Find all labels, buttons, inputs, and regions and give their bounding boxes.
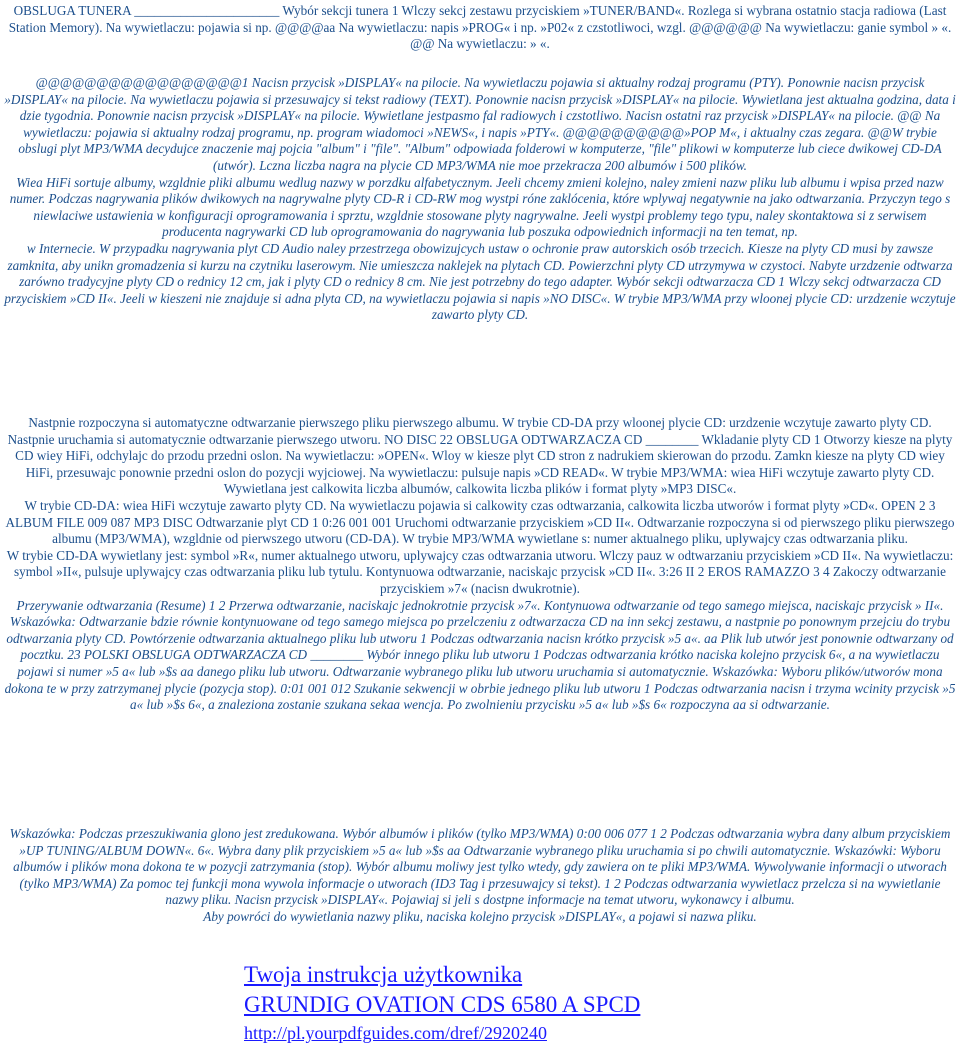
paragraph: Nastpnie rozpoczyna si automatyczne odtwarzanie pierwszego pliku pierwszego albumu. W trybie CD-DA przy wloonej plycie CD: urzdzenie wczytuje zawarto plyty CD. Nastpnie uruchamia si automatycznie odtwarzanie pierwszego utworu. NO DISC 22 OBSLUGA ODTWARZACZA CD ________ Wkladanie plyty CD 1 Otworzy kiesze na plyty CD wiey HiFi, odchylajc do przodu przedni oslon. Na wywietlaczu: »OPEN«. Wloy w kiesze plyt CD stron z nadrukiem skierowan do przodu. Zamkn kiesze na plyty CD wiey HiFi, przesuwajc ponownie przedni oslon do pozycji wyjciowej. Na wywietlaczu: pulsuje napis »CD READ«. W trybie MP3/WMA: wiea HiFi wczytuje zawarto plyty CD. Wywietlana jest calkowita liczba albumów, calkowita liczba plików i format plyty »MP3 DISC«. <box>7 415 953 497</box>
manual-links <box>244 960 640 1044</box>
rds-display-section <box>4 75 956 324</box>
manual-title-link[interactable]: Twoja instrukcja użytkownika <box>244 962 523 987</box>
paragraph: OBSLUGA TUNERA ______________________ Wybór sekcji tunera 1 Wlczy sekcj zestawu przyciskiem »TUNER/BAND«. Rozlega si wybrana ostatnio stacja radiowa (Last Station Memory). Na wywietlaczu: pojawia si np. @@@@aa Na wywietlaczu: napis »PROG« i np. »P02« z czstotliwoci, wzgl. @@@@@@ Na wywietlaczu: ganie symbol » «. @@ Na wywietlaczu: » «. <box>8 3 952 52</box>
paragraph: @@@@@@@@@@@@@@@@@1 Nacisn przycisk »DISPLAY« na pilocie. Na wywietlaczu pojawia si aktualny rodzaj programu (PTY). Ponownie nacisn przycisk »DISPLAY« na pilocie. Na wywietlaczu pojawia si przesuwajcy si tekst radiowy (TEXT). Ponownie nacisn przycisk »DISPLAY« na pilocie. Wywietlana jest aktualna godzina, data i dzie tygodnia. Ponownie nacisn przycisk »DISPLAY« na pilocie. Wywietlane jestpasmo fal radiowych i czstotliwo. Nacisn ostatni raz przycisk »DISPLAY« na pilocie. @@ Na wywietlaczu: pojawia si aktualny rodzaj programu, np. program wiadomoci »NEWS«, i napis »PTY«. @@@@@@@@@@»POP M«, i aktualny czas zegara. @@W trybie obslugi plyt MP3/WMA decydujce znaczenie maj pojcia "album" i "file". "Album" odpowiada folderowi w komputerze, "file" plikowi w komputerze lub ciece dwikowej CD-DA (utwór). Lczna liczba nagra na plycie CD MP3/WMA nie moe przekracza 200 albumów i 500 plików. <box>4 75 956 173</box>
paragraph: Aby powróci do wywietlania nazwy pliku, naciska kolejno przycisk »DISPLAY«, a pojawi si nazwa pliku. <box>203 908 757 924</box>
paragraph: w Internecie. W przypadku nagrywania plyt CD Audio naley przestrzega obowizujcych ustaw o ochronie praw autorskich osób trzecich. Kiesze na plyty CD musi by zawsze zamknita, aby unikn gromadzenia si kurzu na czytniku laserowym. Nie umieszcza naklejek na plytach CD. Powierzchni plyty CD utrzymywa w czystoci. Nabyte urzdzenie odtwarza zarówno tradycyjne plyty CD o rednicy 12 cm, jak i plyty CD o rednicy 8 cm. Nie jest potrzebny do tego adapter. Wybór sekcji odtwarzacza CD 1 Wlczy sekcj odtwarzacza CD przyciskiem »CD II«. Jeeli w kieszeni nie znajduje si adna plyta CD, na wywietlaczu pojawia si napis »NO DISC«. W trybie MP3/WMA przy wloonej plycie CD: urzdzenie wczytuje zawarto plyty CD. <box>4 240 956 323</box>
cd-playback-section <box>4 415 956 714</box>
album-selection-section <box>4 826 956 926</box>
manual-url-link[interactable]: http://pl.yourpdfguides.com/dref/2920240 <box>244 1023 547 1043</box>
tuner-section <box>4 3 956 53</box>
paragraph: W trybie CD-DA: wiea HiFi wczytuje zawarto plyty CD. Na wywietlaczu pojawia si calkowity czas odtwarzania, calkowita liczba utworów i format plyty »CD«. OPEN 2 3 ALBUM FILE 009 087 MP3 DISC Odtwarzanie plyt CD 1 0:26 001 001 Uruchomi odtwarzanie przyciskiem »CD II«. Odtwarzanie rozpoczyna si od pierwszego pliku pierwszego albumu (MP3/WMA), wzgldnie od pierwszego utworu (CD-DA). W trybie MP3/WMA wywietlane s: numer aktualnego pliku, uplywajcy czas odtwarzania pliku. <box>5 497 955 547</box>
paragraph: Wskazówka: Podczas przeszukiwania glono jest zredukowana. Wybór albumów i plików (tylko MP3/WMA) 0:00 006 077 1 2 Podczas odtwarzania wybra dany album przyciskiem »UP TUNING/ALBUM DOWN«. 6«. Wybra dany plik przyciskiem »5 a« lub »$s aa Odtwarzanie wybranego pliku uruchamia si po chwili automatycznie. Wskazówki: Wyboru albumów i plików mona dokona te w pozycji zatrzymania (stop). Wybór albumu moliwy jest tylko wtedy, gdy zawiera on te pliki MP3/WMA. Wywolywanie informacji o utworach (tylko MP3/WMA) Za pomoc tej funkcji mona wywola informacje o utworach (ID3 Tag i przesuwajcy si tekst). 1 2 Podczas odtwarzania wywietlacz przelcza si na wywietlanie nazwy pliku. Nacisn przycisk »DISPLAY«. Pojawiaj si jeli s dostpne informacje na temat utworu, wykonawcy i albumu. <box>9 826 951 908</box>
product-name-link[interactable]: GRUNDIG OVATION CDS 6580 A SPCD <box>244 992 641 1017</box>
paragraph: Przerywanie odtwarzania (Resume) 1 2 Przerwa odtwarzanie, naciskajc jednokrotnie przycisk »7«. Kontynuowa odtwarzanie od tego samego miejsca, naciskajc przycisk » II«. Wskazówka: Odtwarzanie bdzie równie kontynuowane od tego samego miejsca po przelczeniu z odtwarzacza CD na inn sekcj zestawu, a nastpnie po ponownym przejciu do trybu odtwarzania plyty CD. Powtórzenie odtwarzania aktualnego pliku lub utworu 1 Podczas odtwarzania nacisn krótko przycisk »5 a«. aa Plik lub utwór jest ponownie odtwarzany od pocztku. 23 POLSKI OBSLUGA ODTWARZACZA CD ________ Wybór innego pliku lub utworu 1 Podczas odtwarzania krótko naciska kolejno przycisk 6«, a na wywietlaczu pojawi si numer »5 a« lub »$s aa danego pliku lub utworu. Odtwarzanie wybranego pliku lub utworu uruchamia si automatycznie. Wskazówka: Wyboru plików/utworów mona dokona te w przy zatrzymanej plycie (pozycja stop). 0:01 001 012 Szukanie sekwencji w obrbie jednego pliku lub utworu 1 Podczas odtwarzania nacisn i trzyma wcinity przycisk »5 a« lub »$s 6«, a znaleziona zostanie szukana sekaa wencja. Po zwolnieniu przycisku »5 a« lub »$s 6« rozpoczyna aa si odtwarzanie. <box>4 597 956 713</box>
paragraph: W trybie CD-DA wywietlany jest: symbol »R«, numer aktualnego utworu, uplywajcy czas odtwarzania utworu. Wlczy pauz w odtwarzaniu przyciskiem »CD II«. Na wywietlaczu: symbol »II«, pulsuje uplywajcy czas odtwarzania pliku lub tytulu. Kontynuowa odtwarzanie, naciskajc przycisk »CD II«. 3:26 II 2 EROS RAMAZZO 3 4 Zakoczy odtwarzanie przyciskiem »7« (nacisn dwukrotnie). <box>6 547 954 596</box>
paragraph: Wiea HiFi sortuje albumy, wzgldnie pliki albumu wedlug nazwy w porzdku alfabetycznym. Jeeli chcemy zmieni kolejno, naley zmieni nazw pliku lub albumu i wpisa przed nazw numer. Podczas nagrywania plików dwikowych na nagrywalne plyty CD-R i CD-RW mog wystpi róne zaklócenia, które wplywaj negatywnie na jako odtwarzania. Przyczyn tego s niewlaciwe ustawienia w konfiguracji oprogramowania i sprztu, wzgldnie stosowane plyty nagrywalne. Jeeli wystpi problemy tego typu, naley skontaktowa si z serwisem producenta nagrywarki CD lub oprogramowania do nagrywania lub poszuka odpowiednich informacji na ten temat, np. <box>9 174 951 240</box>
